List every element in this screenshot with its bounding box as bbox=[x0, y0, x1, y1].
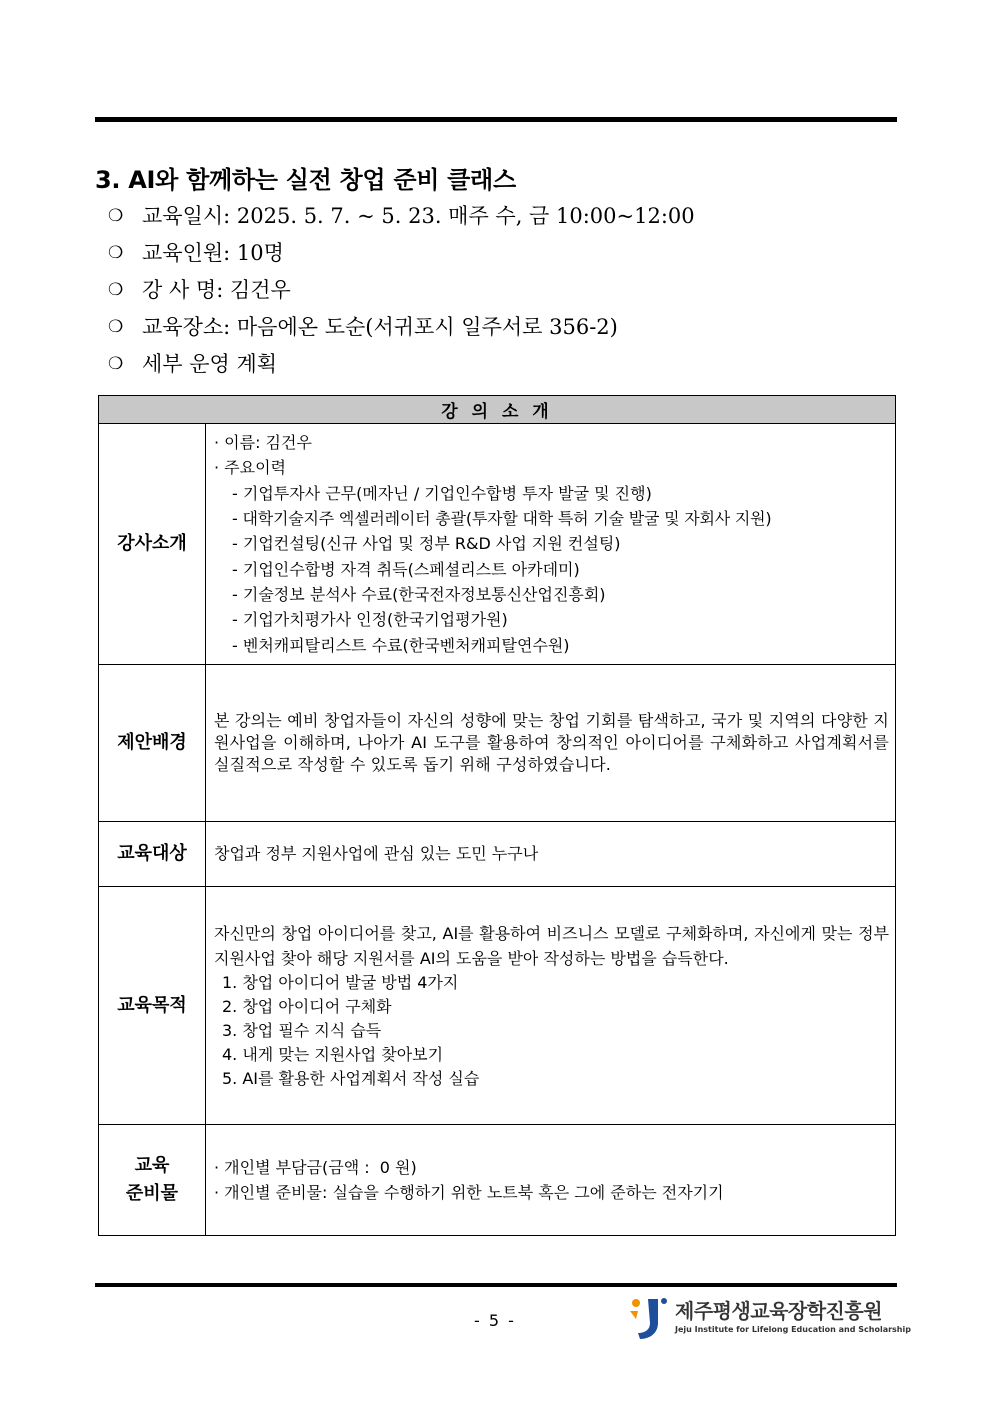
top-rule bbox=[95, 117, 897, 122]
career-item: - 기업투자사 근무(메자닌 / 기업인수합병 투자 발굴 및 진행) bbox=[232, 483, 652, 503]
materials-line: · 개인별 부담금(금액 : 0 원) bbox=[214, 1157, 417, 1177]
section-title: 3. AI와 함께하는 실전 창업 준비 클래스 bbox=[95, 166, 516, 194]
page-number: - 5 - bbox=[474, 1311, 516, 1330]
materials-label-line1: 교육 bbox=[134, 1155, 170, 1176]
goal-item: 1. 창업 아이디어 발굴 방법 4가지 bbox=[222, 972, 459, 992]
row-label: 강사소개 bbox=[99, 424, 206, 665]
instructor-line: · 주요이력 bbox=[214, 458, 286, 478]
info-text: 세부 운영 계획 bbox=[142, 352, 278, 376]
circle-bullet-icon: ❍ bbox=[108, 317, 124, 337]
table-row-instructor bbox=[99, 424, 896, 665]
table-header: 강 의 소 개 bbox=[99, 396, 896, 424]
table-row-goal bbox=[99, 887, 896, 1125]
target-content bbox=[206, 822, 896, 887]
org-name: 제주평생교육장학진흥원 bbox=[675, 1299, 883, 1323]
table-row-background bbox=[99, 665, 896, 822]
career-item: - 벤처캐피탈리스트 수료(한국벤처캐피탈연수원) bbox=[232, 635, 570, 655]
circle-bullet-icon: ❍ bbox=[108, 280, 124, 300]
table-row-materials bbox=[99, 1125, 896, 1236]
materials-label-line2: 준비물 bbox=[125, 1183, 179, 1204]
career-item: - 기업인수합병 자격 취득(스페셜리스트 아카데미) bbox=[232, 559, 580, 579]
row-label bbox=[99, 1125, 206, 1236]
info-item-plan bbox=[108, 348, 277, 378]
info-text: 교육인원: 10명 bbox=[142, 241, 284, 265]
info-text: 강 사 명: 김건우 bbox=[142, 278, 291, 302]
info-item-date bbox=[108, 200, 695, 230]
circle-bullet-icon: ❍ bbox=[108, 243, 124, 263]
instructor-content bbox=[206, 424, 896, 665]
background-text: 본 강의는 예비 창업자들이 자신의 성향에 맞는 창업 기회를 탐색하고, 국가 및 지역의 다양한 지원사업을 이해하며, 나아가 AI 도구를 활용하여 창의적인 아이디어를 구체화하고 사업계획서를 실질적으로 작성할 수 있도록 돕기 위해 구성하였습니다. bbox=[214, 711, 889, 774]
bottom-rule bbox=[95, 1283, 897, 1287]
career-item: - 기술정보 분석사 수료(한국전자정보통신산업진흥회) bbox=[232, 584, 606, 604]
info-item-location bbox=[108, 311, 618, 341]
info-text: 교육일시: 2025. 5. 7. ~ 5. 23. 매주 수, 금 10:00~12:00 bbox=[142, 204, 695, 228]
info-item-capacity bbox=[108, 237, 284, 267]
goal-item: 2. 창업 아이디어 구체화 bbox=[222, 996, 392, 1016]
org-emblem-icon bbox=[626, 1295, 670, 1341]
circle-bullet-icon: ❍ bbox=[108, 206, 124, 226]
lecture-table bbox=[98, 395, 896, 1236]
row-label: 교육목적 bbox=[99, 887, 206, 1125]
goal-content bbox=[206, 887, 896, 1125]
materials-line: · 개인별 준비물: 실습을 수행하기 위한 노트북 혹은 그에 준하는 전자기기 bbox=[214, 1183, 724, 1202]
target-text: 창업과 정부 지원사업에 관심 있는 도민 누구나 bbox=[214, 844, 539, 864]
table-row-target bbox=[99, 822, 896, 887]
goal-intro: 자신만의 창업 아이디어를 찾고, AI를 활용하여 비즈니스 모델로 구체화하며, 자신에게 맞는 정부 지원사업 찾아 해당 지원서를 AI의 도움을 받아 작성하는 방법을 습득한다. bbox=[214, 923, 889, 968]
info-text: 교육장소: 마음에온 도순(서귀포시 일주서로 356-2) bbox=[142, 315, 618, 339]
org-logo bbox=[626, 1295, 911, 1341]
org-name-english: Jeju Institute for Lifelong Education and Scholarship bbox=[675, 1325, 911, 1334]
career-item: - 기업컨설팅(신규 사업 및 정부 R&D 사업 지원 컨설팅) bbox=[232, 534, 621, 554]
info-item-instructor bbox=[108, 274, 291, 304]
background-content bbox=[206, 665, 896, 822]
goal-item: 4. 내게 맞는 지원사업 찾아보기 bbox=[222, 1044, 444, 1064]
row-label: 제안배경 bbox=[99, 665, 206, 822]
career-item: - 기업가치평가사 인정(한국기업평가원) bbox=[232, 610, 508, 630]
goal-item: 5. AI를 활용한 사업계획서 작성 실습 bbox=[222, 1068, 480, 1088]
row-label: 교육대상 bbox=[99, 822, 206, 887]
instructor-line: · 이름: 김건우 bbox=[214, 433, 312, 453]
goal-item: 3. 창업 필수 지식 습득 bbox=[222, 1020, 382, 1040]
circle-bullet-icon: ❍ bbox=[108, 354, 124, 374]
career-item: - 대학기술지주 엑셀러레이터 총괄(투자할 대학 특허 기술 발굴 및 자회사 지원) bbox=[232, 509, 772, 529]
materials-content bbox=[206, 1125, 896, 1236]
